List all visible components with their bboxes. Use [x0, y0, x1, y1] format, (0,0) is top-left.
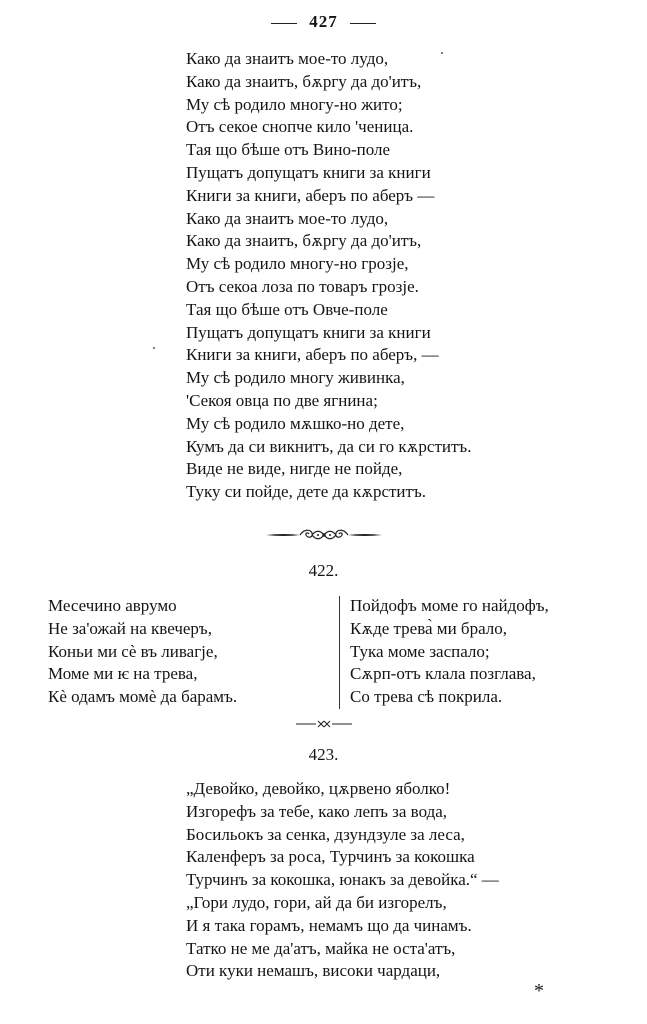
poem-line: Како да знаитъ, бѫргу да до'итъ,: [186, 71, 422, 91]
poem-line: Изгорефъ за тебе, како лепъ за вода,: [186, 801, 448, 821]
page-number: [0, 12, 647, 32]
poem-line: Пущатъ допущатъ книги за книги: [186, 162, 431, 182]
poem-423-body: [186, 778, 499, 983]
poem-line: И я така горамъ, немамъ що да чинамъ.: [186, 915, 472, 935]
print-speck: [441, 52, 443, 54]
poem-line: „Девойко, девойко, цѫрвено яболко!: [186, 779, 451, 798]
poem-line: Пущатъ допущатъ книги за книги: [186, 322, 431, 342]
poem-423-number: 423.: [308, 745, 339, 764]
poem-line: Книги за книги, аберъ по аберъ —: [186, 185, 435, 205]
poem-line: Виде не виде, нигде не пойде,: [186, 459, 403, 479]
section-ornament-fleuron: [0, 527, 647, 548]
poem-line: Со трева сѣ покрила.: [350, 687, 503, 707]
poem-line: Моме ми ѥ на трева,: [48, 664, 198, 684]
poem-line: Кѫде трева̀ ми брало,: [350, 618, 507, 638]
poem-line: Каленферъ за роса, Турчинъ за кокошка: [186, 847, 475, 867]
print-speck: [153, 347, 155, 349]
poem-line: Татко не ме да'атъ, майка не оста'атъ,: [186, 938, 456, 958]
poem-line: Му сѣ родило мѫшко-но дете,: [186, 413, 405, 433]
page-number-text: 427: [309, 12, 338, 31]
poem-line: Сѫрп-отъ клала позглава,: [350, 664, 536, 684]
poem-line: 'Секоя овца по две ягнина;: [186, 390, 378, 410]
poem-line: Турчинъ за кокошка, юнакъ за девойка.“ —: [186, 870, 499, 890]
poem-line: Му сѣ родило многу живинка,: [186, 368, 405, 388]
poem-line: Коньи ми сѐ въ ливагје,: [48, 641, 218, 661]
poem-line: Книги за книги, аберъ по аберъ, —: [186, 345, 439, 365]
poem-421-body: [186, 48, 471, 504]
poem-422-right-column: [350, 595, 549, 709]
column-divider: [339, 596, 340, 709]
poem-line: Пойдофъ моме го найдофъ,: [350, 596, 549, 615]
divider-rule-icon: [294, 719, 354, 729]
poem-line: Тая що бѣше отъ Овче-поле: [186, 299, 388, 319]
poem-line: Босильокъ за сенка, дзундзуле за леса,: [186, 824, 465, 844]
poem-line: Туку си пойде, дете да кѫрститъ.: [186, 482, 427, 502]
poem-line: Кумъ да си викнитъ, да си го кѫрститъ.: [186, 436, 472, 456]
poem-line: Како да знаитъ мое-то лудо,: [186, 208, 389, 228]
poem-line: Кѐ одамъ момѐ да барамъ.: [48, 687, 238, 707]
poem-line: Тука моме заспало;: [350, 641, 490, 661]
poem-line: Отъ секоа лоза по товаръ грозје.: [186, 276, 419, 296]
poem-line: Месечино аврумо: [48, 596, 177, 615]
page-number-dash-left: [271, 23, 297, 24]
poem-line: Отъ секое снопче кило 'ченица.: [186, 117, 414, 137]
poem-line: Не за'ожай на квечеръ,: [48, 618, 212, 638]
poem-line: Како да знаитъ мое-то лудо,: [186, 49, 389, 68]
footer-asterisk: *: [534, 980, 544, 1002]
poem-line: Му сѣ родило многу-но грозје,: [186, 254, 409, 274]
poem-422-left-column: [48, 595, 237, 709]
page-number-dash-right: [350, 23, 376, 24]
fleuron-icon: [264, 527, 384, 543]
poem-line: Тая що бѣше отъ Вино-поле: [186, 140, 391, 160]
poem-422-number: 422.: [308, 561, 339, 580]
section-ornament-rule: [0, 716, 647, 734]
poem-line: „Гори лудо, гори, ай да би изгорелъ,: [186, 892, 447, 912]
poem-line: Како да знаитъ, бѫргу да до'итъ,: [186, 231, 422, 251]
poem-line: Оти куки немашъ, високи чардаци,: [186, 961, 441, 981]
poem-line: Му сѣ родило многу-но жито;: [186, 94, 403, 114]
